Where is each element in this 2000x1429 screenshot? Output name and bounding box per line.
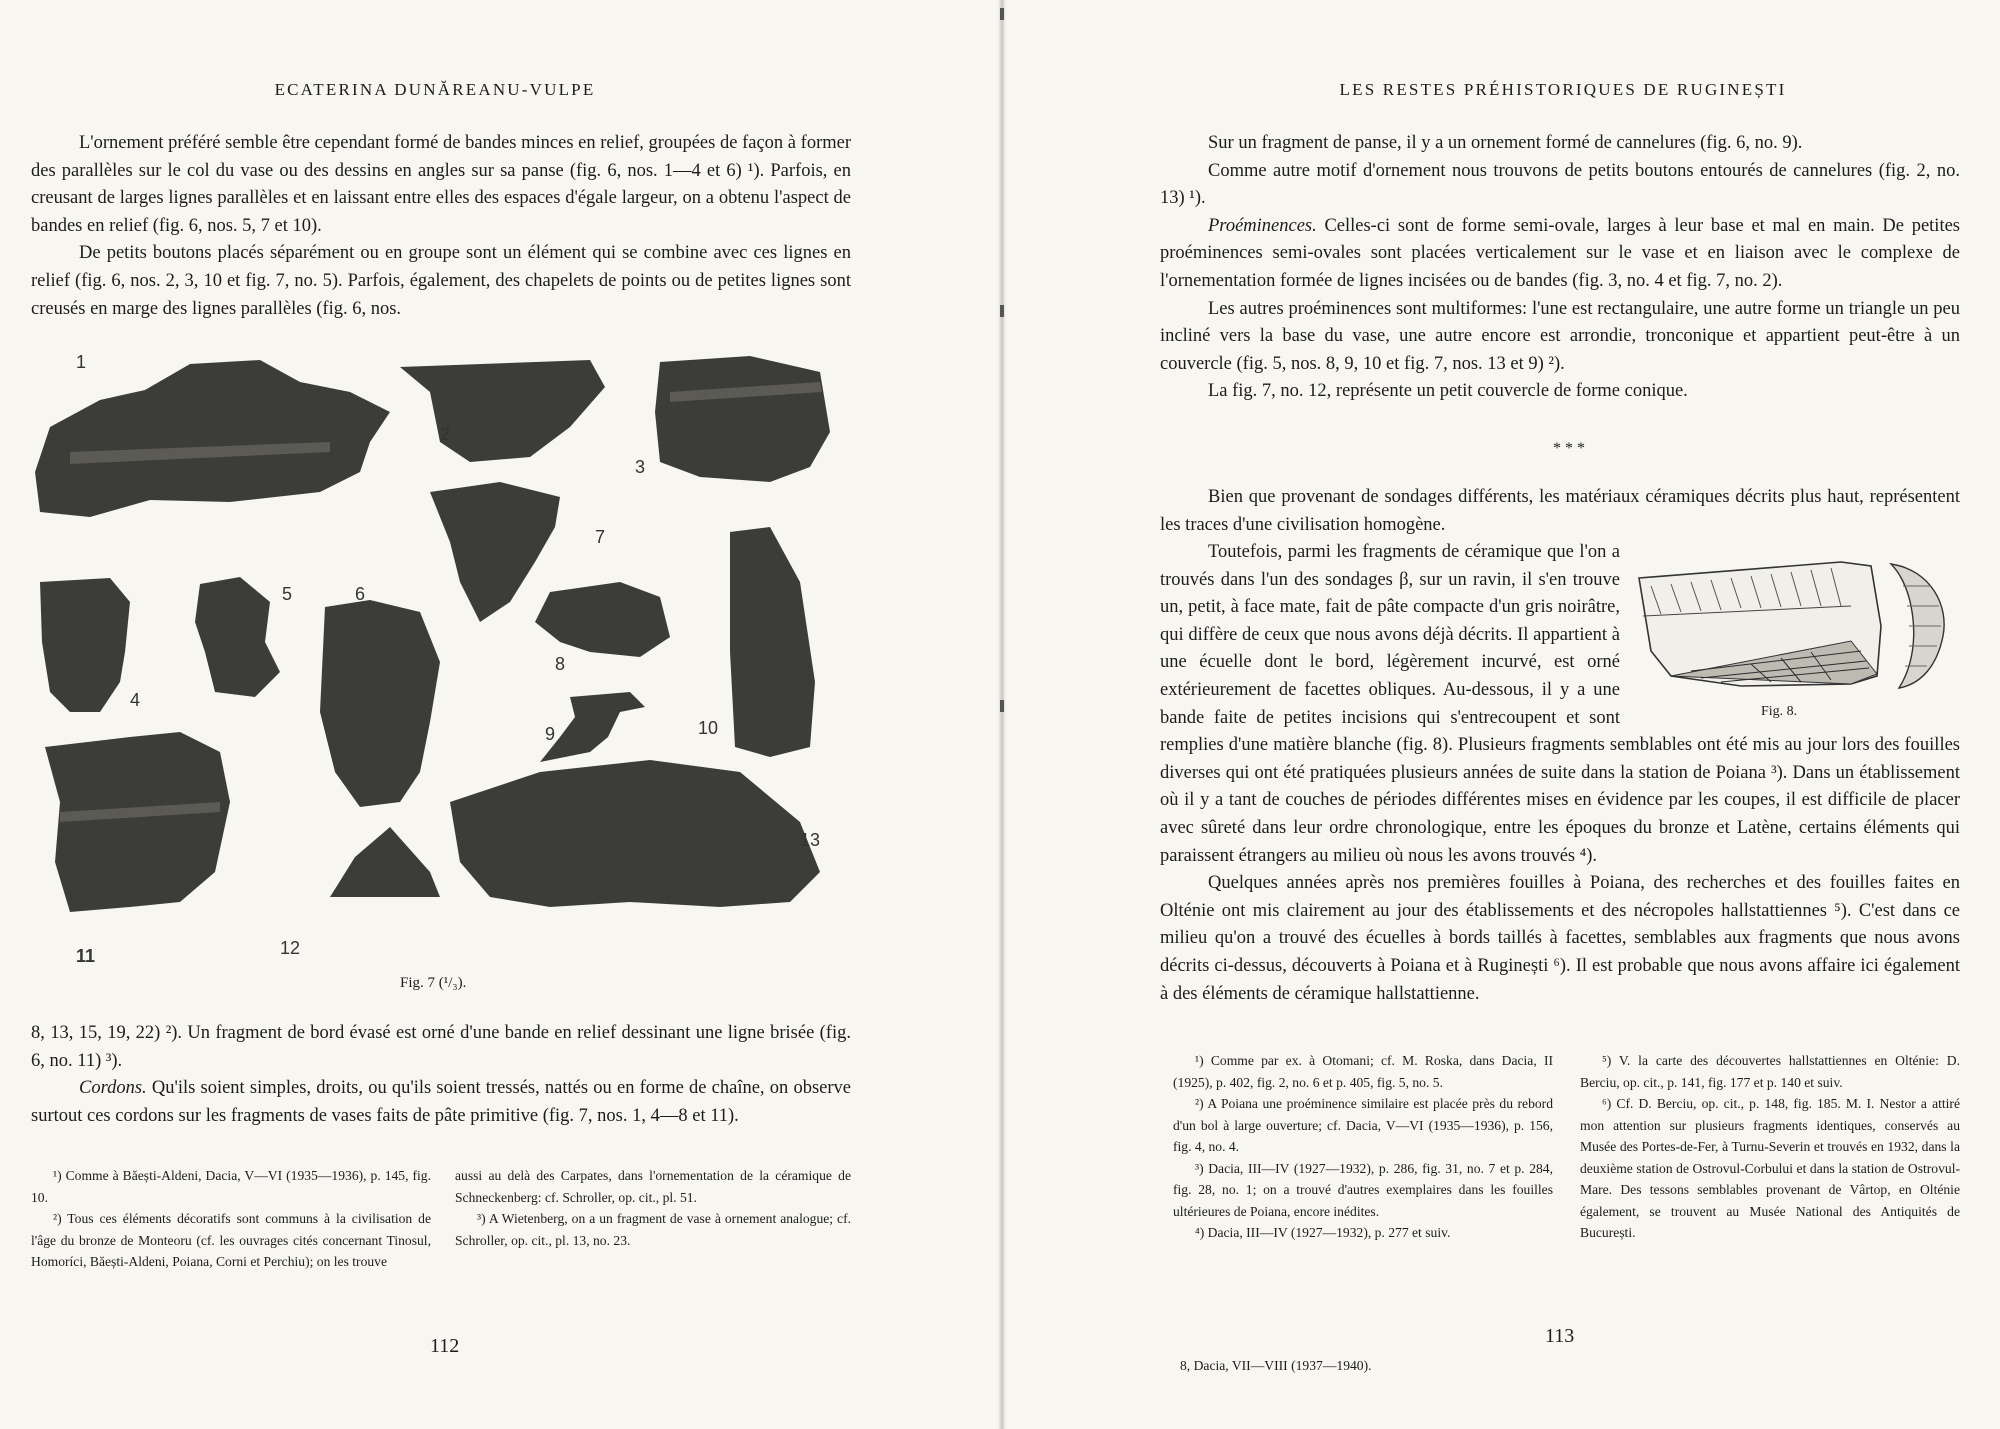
sherd-13 [450,760,820,907]
sherd-10 [730,527,815,757]
proeminences-title: Proéminences. [1208,215,1317,236]
running-head-left: ECATERINA DUNĂREANU-VULPE [274,80,596,99]
sherd-12 [330,827,440,897]
page-number-right: 113 [1545,1325,1575,1347]
paragraph: De petits boutons placés séparément ou en groupe sont un élément qui se combine avec ces lignes en relief (fig. 6, nos. 2, 3, 10 et fig. 7, no. 5). Parfois, également, des chapelets de points ou de petites lignes sont creusés en marge des lignes parallèles (fig. 6, nos. [31,243,851,319]
plate-number: 4 [130,690,141,710]
footnote: ⁶) Cf. D. Berciu, op. cit., p. 148, fig. 185. M. I. Nestor a attiré mon attention sur plusieurs fragments identiques, conservés au Musée des Portes-de-Fer, à Turnu-Severin et trouvés en 1932, dans la deuxième station de Ostrovul-Corbului et dans la station de Ostrovul-Mare. Des tessons semblables provenant de Vârtop, en Olténie également, se trouvent au Musée National des Antiquités de București. [1580,1096,1960,1240]
sherd-7 [430,482,560,622]
footnote: ²) Tous ces éléments décoratifs sont communs à la civilisation de l'âge du bronze de Monteoru (cf. les ouvrages cités concernant Tinosul, Homoríci, Băești-Aldeni, Poiana, Corni et Perchiu); on les trouve [31,1211,431,1269]
left-continuation-text [31,1020,851,1130]
cordons-text: Qu'ils soient simples, droits, ou qu'ils soient tressés, nattés ou en forme de chaîne, on observe surtout ces cordons sur les fragments de vases faits de pâte primitive (fig. 7, nos. 1, 4—8 et 11). [31,1078,851,1126]
plate-number: 11 [76,946,96,966]
figure-7-caption: Fig. 7 (¹/₃). [400,975,467,991]
left-intro-text [31,130,851,323]
plate-number: 3 [635,457,646,477]
footnote: ⁵) V. la carte des découvertes hallstattiennes en Olténie: D. Berciu, op. cit., p. 141, fig. 177 et p. 140 et suiv. [1580,1053,1960,1090]
footnotes-right-col2 [1580,1050,1960,1244]
footnote: ²) A Poiana une proéminence similaire est placée près du rebord d'un bol à large ouverture; cf. Dacia, V—VI (1935—1936), p. 156, fig. 4, no. 4. [1173,1096,1553,1154]
paragraph: Bien que provenant de sondages différents, les matériaux céramiques décrits plus haut, représentent les traces d'une civilisation homogène. [1160,487,1960,535]
plate-number: 6 [355,584,366,604]
figure-7-plate [30,352,865,970]
paragraph: L'ornement préféré semble être cependant formé de bandes minces en relief, groupées de façon à former des parallèles sur le col du vase ou des dessins en angles sur sa panse (fig. 6, nos. 1—4 et 6) ¹). Parfois, en creusant de larges lignes parallèles et en laissant entre elles des espaces d'égale largeur, on a obtenu l'aspect de bandes en relief (fig. 6, nos. 5, 7 et 10). [31,133,851,236]
sherd-3 [655,356,830,482]
paragraph: Sur un fragment de panse, il y a un ornement formé de cannelures (fig. 6, no. 9). [1208,133,1803,153]
paragraph: Quelques années après nos premières fouilles à Poiana, des recherches et des fouilles faites en Olténie ont mis clairement au jour des établissements et des nécropoles hallstattiennes ⁵). C'est dans ce milieu qu'on a trouvé des écuelles à bords taillés à facettes, semblables aux fragments que nous avons décrits ci-dessus, découverts à Poiana et à Ruginești ⁶). Il est probable que nous avons affaire ici également à des éléments de céramique hallstattienne. [1160,873,1960,1004]
cordons-title: Cordons. [79,1078,147,1099]
gutter-mark [1000,305,1004,317]
plate-number: 1 [76,352,87,372]
running-head-right: LES RESTES PRÉHISTORIQUES DE RUGINEȘTI [1339,80,1787,99]
book-gutter [998,0,1006,1429]
paragraph: Comme autre motif d'ornement nous trouvons de petits boutons entourés de cannelures (fig. 2, no. 13) ¹). [1160,160,1960,209]
right-bien-text [1160,484,1960,539]
right-page [1003,0,2000,1429]
footnote: ⁴) Dacia, III—IV (1927—1932), p. 277 et suiv. [1195,1225,1451,1240]
footnote: ³) Dacia, III—IV (1927—1932), p. 286, fig. 31, no. 7 et p. 284, fig. 28, no. 1; on a trouvé d'autres exemplaires dans les fouilles ultérieures de Poiana, encore inédites. [1173,1160,1553,1219]
sherd-9 [540,692,645,762]
gutter-mark [1000,8,1004,20]
gutter-mark [1000,700,1004,712]
right-top-text [1160,130,1960,406]
sherd-6 [320,600,440,807]
page-number-left: 112 [430,1335,460,1357]
paragraph: La fig. 7, no. 12, représente un petit couvercle de forme conique. [1208,381,1688,402]
sherd-5 [195,577,280,697]
footnote: ¹) Comme à Băești-Aldeni, Dacia, V—VI (1935—1936), p. 145, fig. 10. [31,1168,431,1205]
footnote: aussi au delà des Carpates, dans l'ornementation de la céramique de Schneckenberg: cf. Schroller, op. cit., pl. 51. [455,1168,851,1205]
plate-number: 2 [440,424,451,444]
footnote: ¹) Comme par ex. à Otomani; cf. M. Roska, dans Dacia, II (1925), p. 402, fig. 2, no. 6 et p. 405, fig. 5, no. 5. [1173,1053,1553,1090]
footnotes-left-col2 [455,1165,851,1251]
signature-line: 8, Dacia, VII—VIII (1937—1940). [1180,1358,1372,1373]
figure-float-spacer [1620,539,1960,732]
paragraph: 8, 13, 15, 19, 22) ²). Un fragment de bord évasé est orné d'une bande en relief dessinant une ligne brisée (fig. 6, no. 11) ³). [31,1023,851,1071]
fig-8-caption: Fig. 8. [1761,704,1798,719]
proeminences-paragraph [1160,213,1960,296]
plate-number: 8 [555,654,566,674]
paragraph: Toutefois, parmi les fragments de céramique que l'on a trouvés dans l'un des sondages β, sur un ravin, il s'en trouve un, petit, à face mate, fait de pâte compacte d'un gris noirâtre, qui diffère de ceux que nous avons déjà décrits. Il appartient à une écuelle dont le bord, légèrement incurvé, est orné extérieurement de facettes obliques. Au-dessous, il y a une bande faite de petites incisions qui s'entrecoupent et sont remplies d'une matière blanche (fig. 8). Plusieurs fragments semblables ont été mis au jour lors des fouilles diverses qui ont été pratiquées plusieurs années de suite dans la station de Poiana ³). Dans un établissement où il y a tant de couches de périodes différentes mises en évidence par les coupes, il est difficile de placer avec sûreté dans leur ordre chronologique, entre les époques du bronze et Latène, certains éléments qui paraissent étrangers au milieu où nous les avons trouvés ⁴). [1160,542,1960,866]
paragraph: Les autres proéminences sont multiformes: l'une est rectangulaire, une autre forme un triangle un peu incliné vers la base du vase, une autre encore est arrondie, tronconique et appartient peut-être à un couvercle (fig. 5, nos. 8, 9, 10 et fig. 7, nos. 13 et 9) ²). [1160,298,1960,374]
sherd-1 [35,360,390,517]
footnotes-left-col1 [31,1165,431,1273]
plate-number: 5 [282,584,293,604]
sherd-8 [535,582,670,657]
sherd-4 [40,578,130,712]
footnote: ³) A Wietenberg, on a un fragment de vase à ornement analogue; cf. Schroller, op. cit., pl. 13, no. 23. [455,1211,851,1248]
sherd-2 [400,360,605,462]
footnotes-right-col1 [1173,1050,1553,1244]
plate-number: 10 [698,718,719,738]
section-divider-stars: * * * [1553,440,1585,457]
proeminences-text: Celles-ci sont de forme semi-ovale, larges à leur base et mal en main. De petites proéminences semi-ovales sont placées verticalement sur le vase et en liaison avec le complexe de l'ornementation formée de lignes incisées ou de bandes (fig. 3, no. 4 et fig. 7, no. 2). [1160,215,1960,291]
plate-number: 12 [280,938,301,958]
sherd-11 [45,732,230,912]
plate-number: 13 [800,830,821,850]
plate-number: 7 [595,527,606,547]
cordons-paragraph [31,1075,851,1130]
right-toutefois-text [1160,539,1960,1008]
plate-number: 9 [545,724,556,744]
